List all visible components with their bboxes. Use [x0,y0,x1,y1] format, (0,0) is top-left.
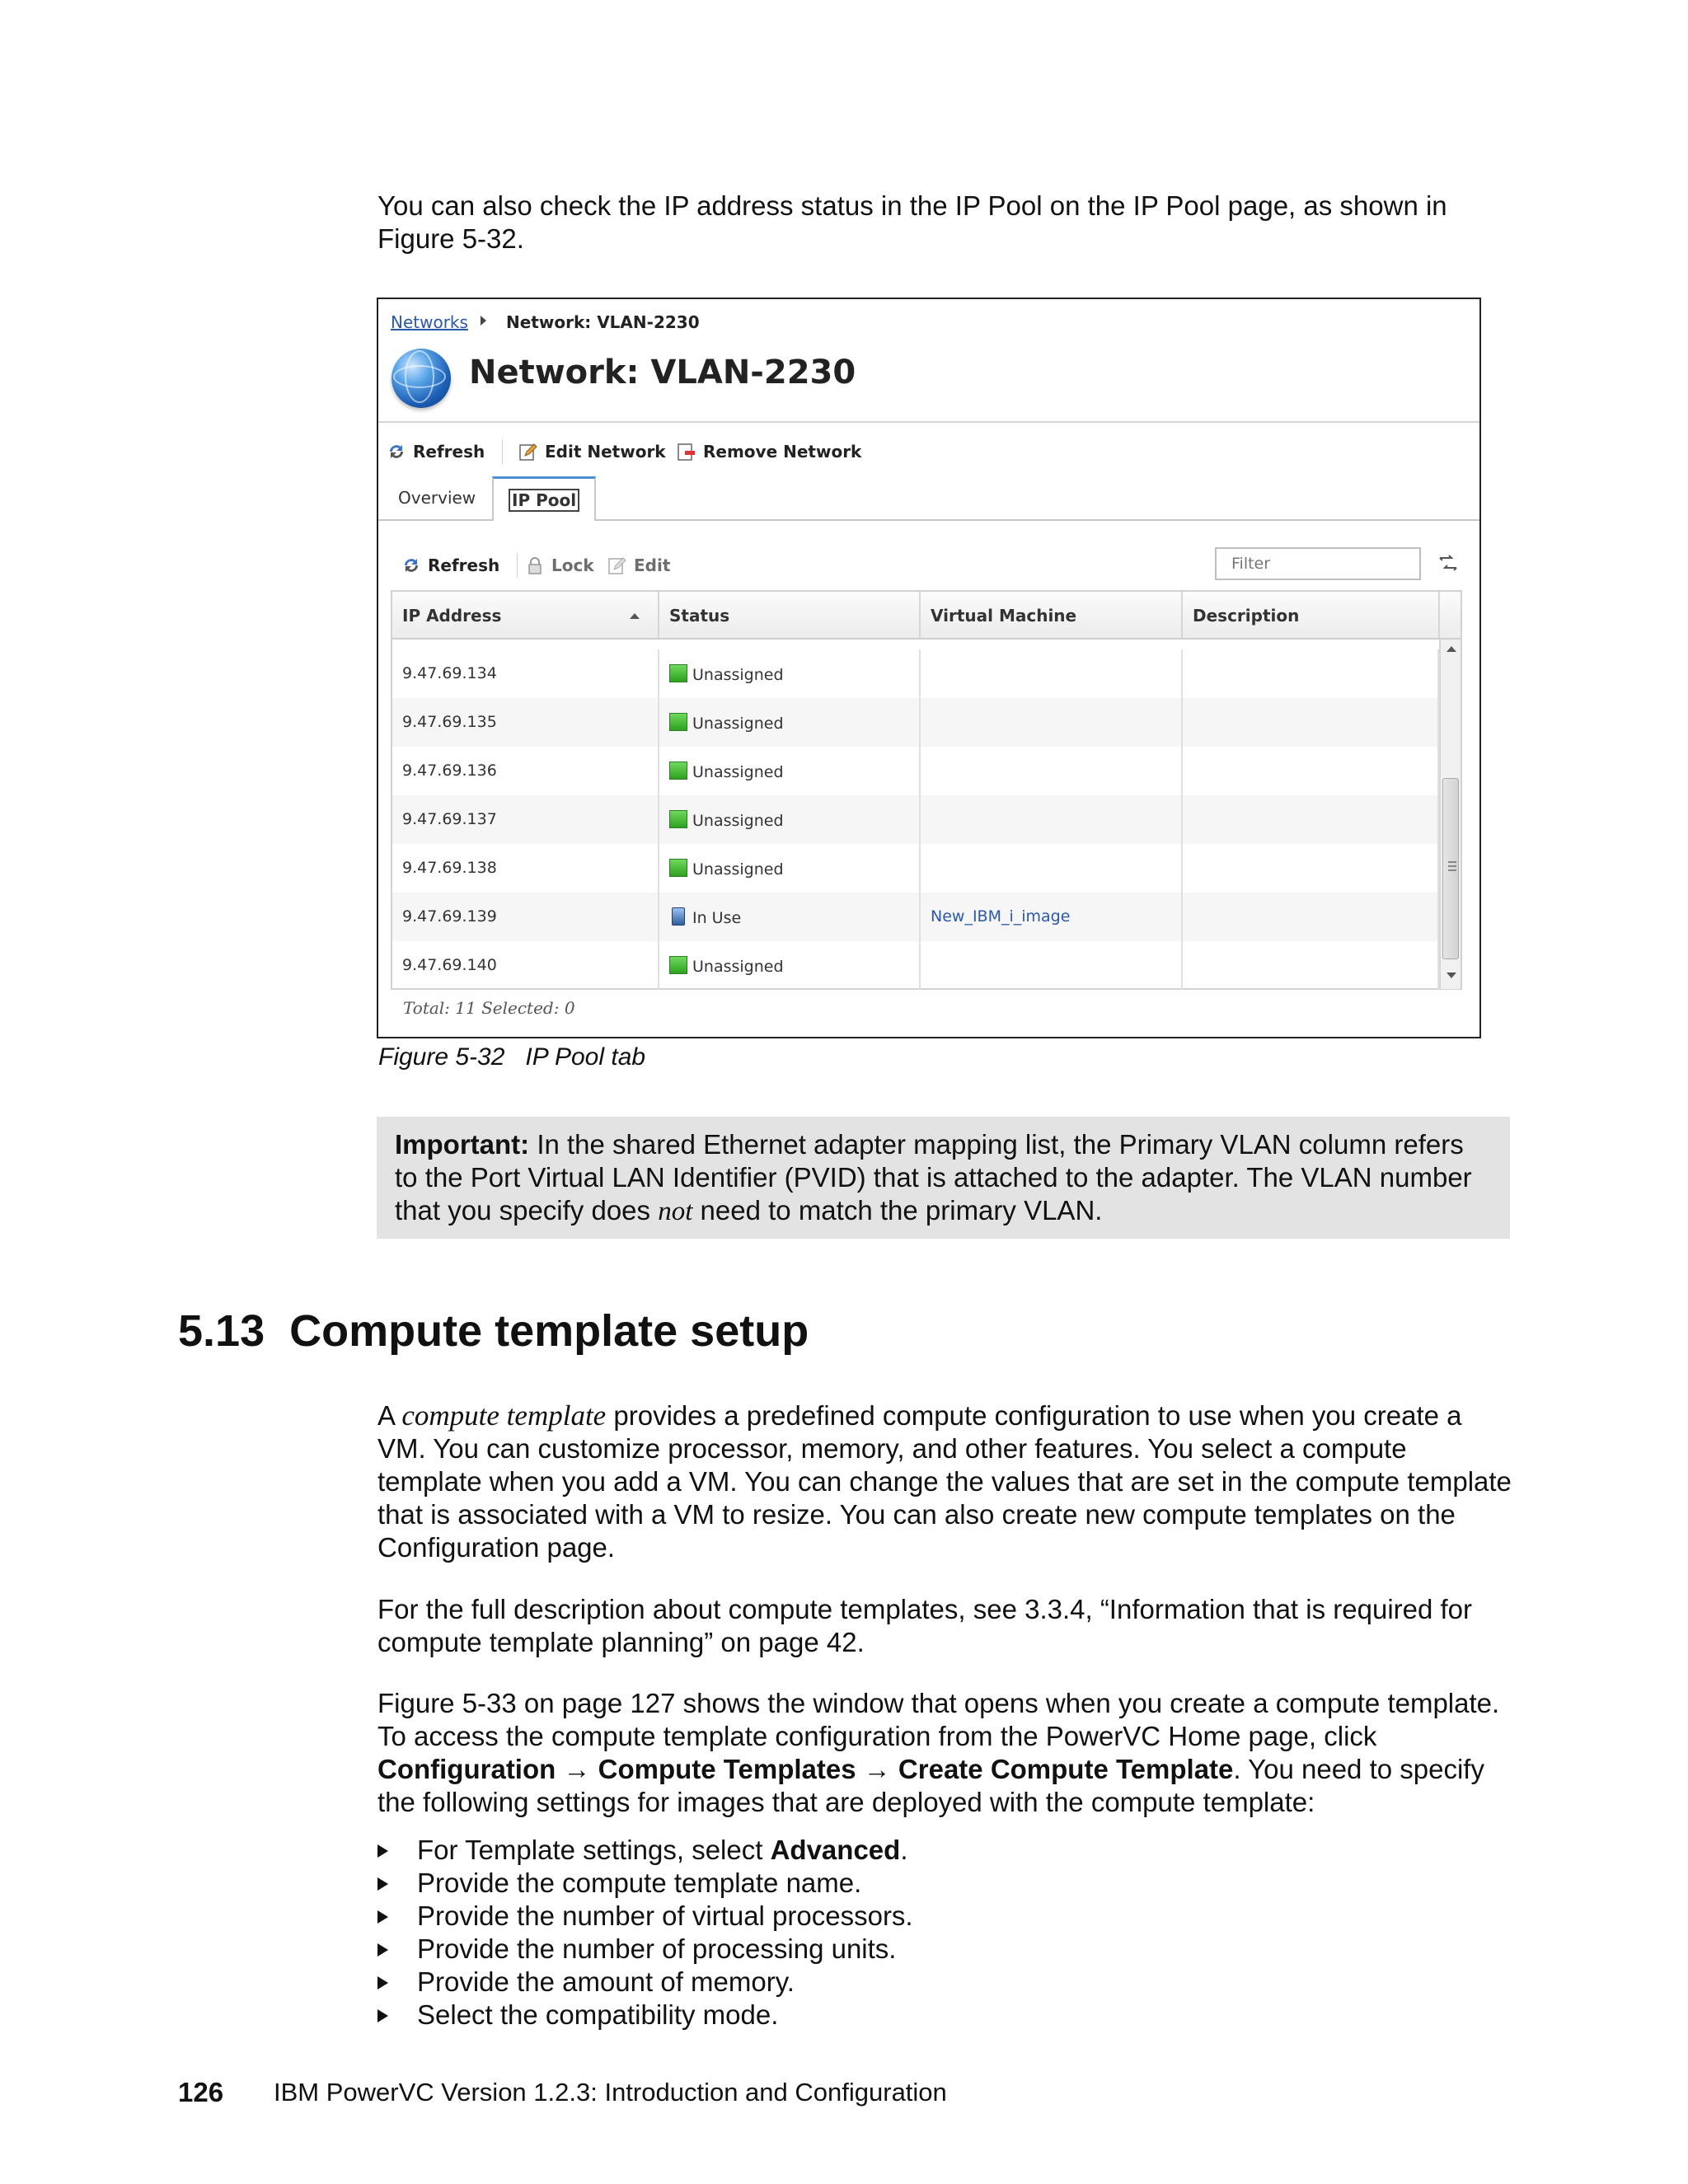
vertical-scrollbar[interactable] [1439,640,1461,989]
vm-cell [921,649,1183,698]
column-header-description[interactable]: Description [1183,592,1440,638]
vm-link[interactable]: New_IBM_i_image [921,893,1183,941]
green-square-icon [669,713,687,731]
important-note: Important: In the shared Ethernet adapter mapping list, the Primary VLAN column refers to the Port Virtual LAN Identifier (PVID) that is attached to the adapter. The VLAN number that you specify does not need to match the primary VLAN. [377,1117,1510,1239]
page-title: Network: VLAN-2230 [469,354,856,391]
pool-refresh-label: Refresh [428,555,500,575]
page-number: 126 [178,2077,224,2107]
bullet-triangle-icon [377,1844,388,1858]
description-cell [1183,698,1439,747]
toolbar-separator [517,553,518,578]
ip-cell: 9.47.69.138 [392,844,659,893]
column-header-status[interactable]: Status [659,592,921,638]
list-item: Select the compatibility mode. [377,1999,913,2032]
settings-list [377,1834,913,2032]
list-item: For Template settings, select Advanced. [377,1834,913,1867]
filter-input[interactable] [1215,547,1421,580]
ip-pool-screenshot [377,298,1481,1038]
table-row[interactable] [392,747,1439,795]
scroll-down-icon[interactable] [1447,972,1456,978]
scrollbar-thumb[interactable] [1442,778,1459,959]
tab-ip-pool-label: IP Pool [509,489,579,512]
remove-icon [677,442,696,462]
status-cell: Unassigned [659,649,921,698]
ip-cell: 9.47.69.139 [392,893,659,941]
description-cell [1183,893,1439,941]
column-header-ip-address[interactable]: IP Address [392,592,659,638]
status-cell: Unassigned [659,698,921,747]
edit-button[interactable] [607,551,670,579]
status-cell: Unassigned [659,795,921,844]
ip-cell: 9.47.69.140 [392,941,659,990]
description-cell [1183,941,1439,990]
paragraph-figure-5-33: Figure 5-33 on page 127 shows the window that opens when you create a compute template. To access the compute template configuration from the PowerVC Home page, click Configuration → Compute Templates → Create Compute Template. You need to specify the following settings for images that are deployed with the compute template: [377,1688,1500,1817]
list-item: Provide the compute template name. [377,1867,913,1900]
vm-in-use-icon [672,907,685,926]
lock-icon [525,555,545,575]
bullet-triangle-icon [377,2009,388,2022]
green-square-icon [669,956,687,974]
vm-cell [921,747,1183,795]
lock-label: Lock [551,555,594,575]
pool-refresh-button[interactable] [401,551,499,579]
figure-caption: Figure 5-32 IP Pool tab [378,1043,646,1071]
ip-cell: 9.47.69.135 [392,698,659,747]
bullet-triangle-icon [377,1877,388,1891]
tab-ip-pool[interactable] [492,476,596,521]
ip-cell: 9.47.69.134 [392,649,659,698]
status-cell: Unassigned [659,941,921,990]
refresh-label: Refresh [413,442,485,462]
bullet-triangle-icon [377,1910,388,1924]
refresh-icon [401,555,421,575]
clear-filter-icon[interactable] [1437,552,1459,574]
status-cell: In Use [659,893,921,941]
section-title: Compute template setup [289,1306,809,1356]
description-cell [1183,795,1439,844]
breadcrumb-networks-link[interactable]: Networks [391,312,468,332]
toolbar-separator [502,439,503,464]
table-row[interactable] [392,844,1439,893]
sort-ascending-icon [630,613,640,619]
tab-overview[interactable]: Overview [398,488,476,508]
green-square-icon [669,859,687,877]
vm-cell [921,844,1183,893]
remove-network-label: Remove Network [703,442,862,462]
description-cell [1183,747,1439,795]
divider [378,421,1479,423]
vm-cell [921,698,1183,747]
important-label: Important: [395,1129,530,1160]
description-cell [1183,844,1439,893]
edit-network-button[interactable] [518,438,666,466]
section-heading [178,1305,809,1357]
ip-pool-table [391,590,1462,990]
remove-network-button[interactable] [677,438,861,466]
bullet-triangle-icon [377,1943,388,1957]
description-cell [1183,649,1439,698]
green-square-icon [669,762,687,780]
edit-network-label: Edit Network [545,442,666,462]
section-number: 5.13 [178,1306,265,1356]
vm-cell [921,941,1183,990]
intro-paragraph: You can also check the IP address status in the IP Pool on the IP Pool page, as shown in Figure 5-32. [377,190,1447,254]
breadcrumb-current: Network: VLAN-2230 [506,312,700,332]
list-item: Provide the number of virtual processors. [377,1900,913,1933]
list-item: Provide the number of processing units. [377,1933,913,1966]
status-cell: Unassigned [659,844,921,893]
paragraph-compute-template: A compute template provides a predefined compute configuration to use when you create a VM. You can customize processor, memory, and other features. You select a compute template when you add a VM. You can change the values that are set in the compute template that is associated with a VM to resize. You can also create new compute templates on the Configuration page. [377,1399,1512,1563]
ip-cell: 9.47.69.137 [392,795,659,844]
green-square-icon [669,810,687,828]
paragraph-full-description: For the full description about compute templates, see 3.3.4, “Information that is required for compute template planning” on page 42. [377,1594,1473,1657]
edit-icon [518,442,538,462]
bullet-triangle-icon [377,1976,388,1990]
table-row[interactable] [392,698,1439,747]
lock-button[interactable] [525,551,594,579]
status-cell: Unassigned [659,747,921,795]
scroll-up-icon[interactable] [1447,646,1456,652]
globe-icon [392,349,451,408]
table-header [392,592,1461,640]
table-row[interactable] [392,893,1439,941]
book-title: IBM PowerVC Version 1.2.3: Introduction and Configuration [274,2078,947,2107]
table-row[interactable] [392,795,1439,844]
edit-label: Edit [634,555,671,575]
edit-icon [607,555,627,575]
refresh-button[interactable] [387,438,485,466]
green-square-icon [669,664,687,682]
refresh-icon [387,442,406,462]
table-row[interactable] [392,649,1439,698]
ip-cell: 9.47.69.136 [392,747,659,795]
list-item: Provide the amount of memory. [377,1966,913,1999]
table-row[interactable] [392,941,1439,990]
table-footer-total: Total: 11 Selected: 0 [403,998,575,1018]
vm-cell [921,795,1183,844]
breadcrumb-arrow-icon [481,316,486,326]
column-header-virtual-machine[interactable]: Virtual Machine [921,592,1183,638]
